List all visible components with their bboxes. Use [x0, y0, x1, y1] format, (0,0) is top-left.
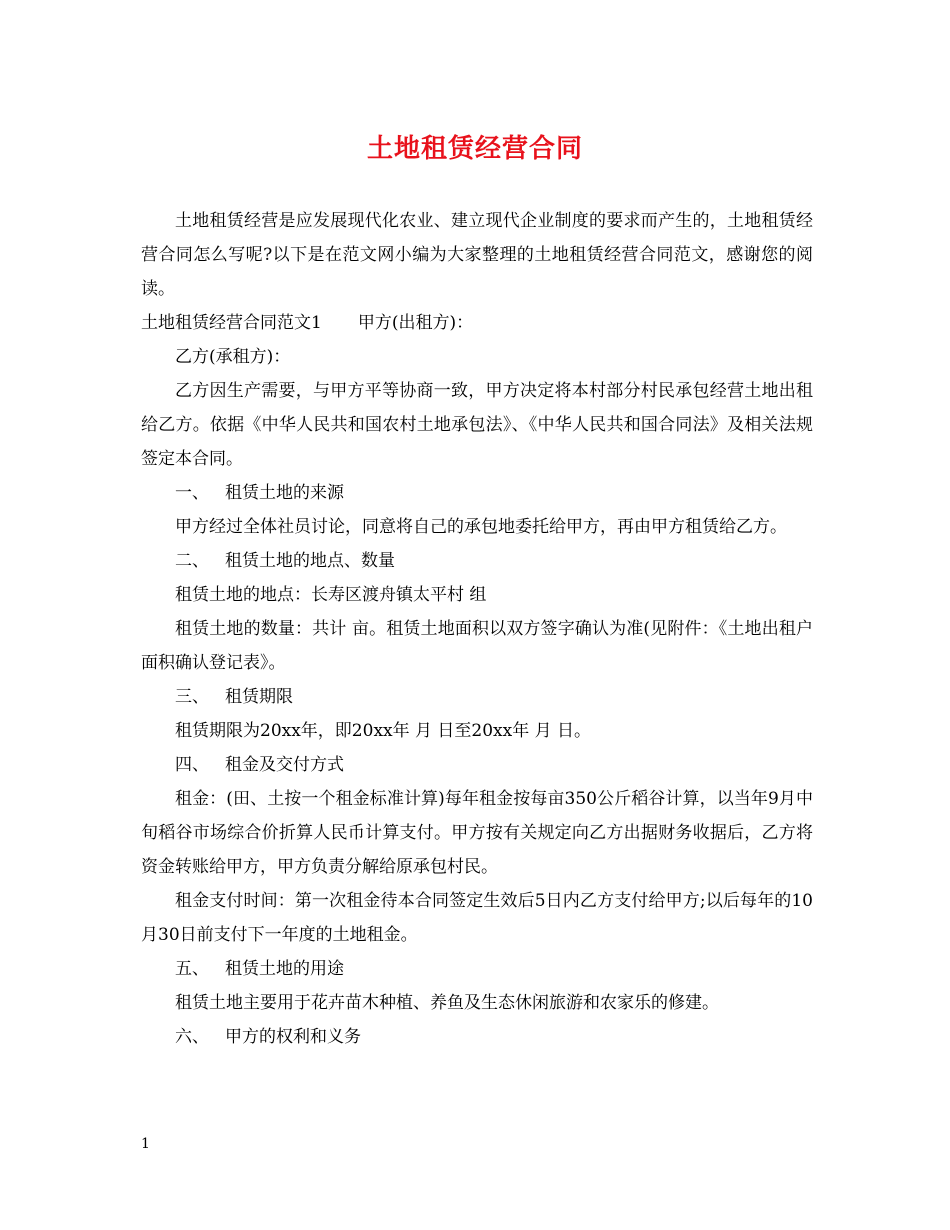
party-b-label: 乙方(承租方)： [175, 347, 291, 367]
section-1-body: 甲方经过全体社员讨论，同意将自己的承包地委托给甲方，再由甲方租赁给乙方。 [175, 517, 787, 537]
section-number: 六、 [175, 1027, 209, 1047]
section-heading-4 [141, 748, 813, 782]
sample-header-line [141, 306, 813, 340]
section-title: 甲方的权利和义务 [225, 1027, 361, 1047]
section-heading-1 [141, 476, 813, 510]
section-5-body: 租赁土地主要用于花卉苗木种植、养鱼及生态休闲旅游和农家乐的修建。 [175, 993, 719, 1013]
section-4-rent: 租金：(田、土按一个租金标准计算)每年租金按每亩350公斤稻谷计算，以当年9月中旬稻谷市场综合价折算人民币计算支付。甲方按有关规定向乙方出据财务收据后，乙方将资金转账给甲方，甲方负责分解给原承包村民。 [141, 789, 813, 877]
section-heading-6 [141, 1020, 813, 1054]
page-number: 1 [141, 1136, 150, 1152]
document-title: 土地租赁经营合同 [366, 134, 583, 164]
section-title: 租赁土地的地点、数量 [225, 551, 395, 571]
section-number: 二、 [175, 551, 209, 571]
section-number: 五、 [175, 959, 209, 979]
document-body [141, 204, 813, 1054]
sample-title: 土地租赁经营合同范文1 [141, 313, 322, 333]
section-2-quantity: 租赁土地的数量：共计 亩。租赁土地面积以双方签字确认为准(见附件：《土地出租户面积确认登记表》。 [141, 619, 813, 673]
section-number: 四、 [175, 755, 209, 775]
preamble-paragraph: 乙方因生产需要，与甲方平等协商一致，甲方决定将本村部分村民承包经营土地出租给乙方。依据《中华人民共和国农村土地承包法》、《中华人民共和国合同法》及相关法规签定本合同。 [141, 381, 813, 469]
section-4-payment-time: 租金支付时间：第一次租金待本合同签定生效后5日内乙方支付给甲方;以后每年的10月30日前支付下一年度的土地租金。 [141, 891, 813, 945]
section-title: 租金及交付方式 [225, 755, 344, 775]
section-number: 三、 [175, 687, 209, 707]
section-heading-5 [141, 952, 813, 986]
section-title: 租赁土地的来源 [225, 483, 344, 503]
intro-paragraph: 土地租赁经营是应发展现代化农业、建立现代企业制度的要求而产生的，土地租赁经营合同怎么写呢?以下是在范文网小编为大家整理的土地租赁经营合同范文，感谢您的阅读。 [141, 211, 813, 299]
party-a-label: 甲方(出租方)： [357, 313, 474, 333]
section-heading-2 [141, 544, 813, 578]
section-3-body: 租赁期限为20xx年，即20xx年 月 日至20xx年 月 日。 [175, 721, 592, 741]
section-title: 租赁土地的用途 [225, 959, 344, 979]
section-number: 一、 [175, 483, 209, 503]
section-title: 租赁期限 [225, 687, 293, 707]
section-2-location: 租赁土地的地点：长寿区渡舟镇太平村 组 [175, 585, 487, 605]
section-heading-3 [141, 680, 813, 714]
